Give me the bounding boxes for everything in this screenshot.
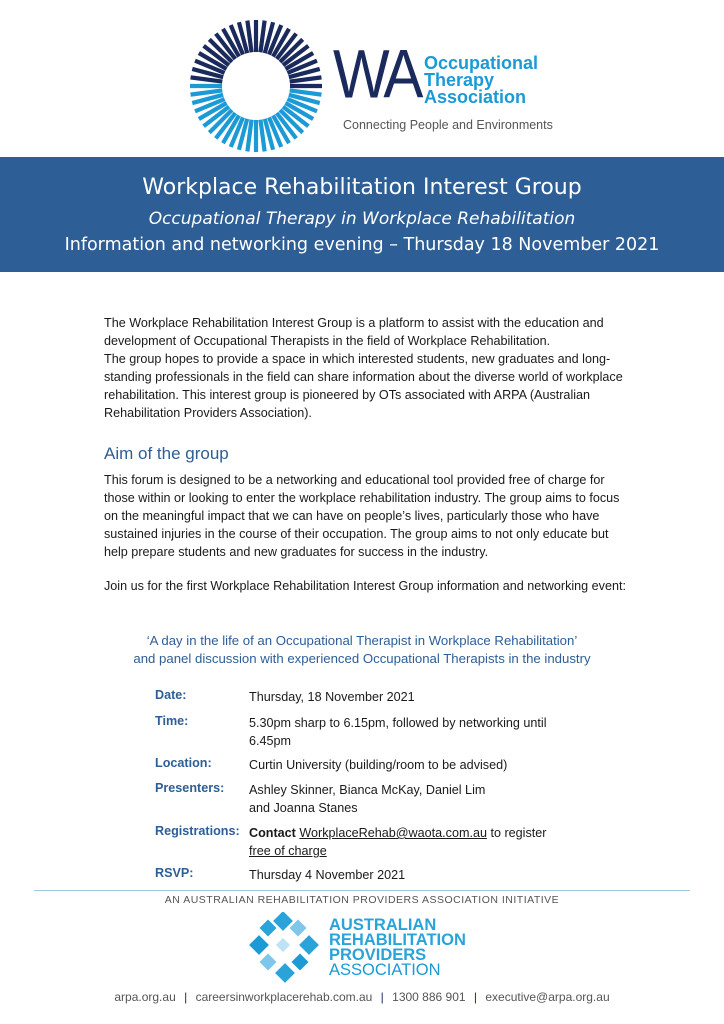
registrations-suffix: to register bbox=[490, 826, 547, 840]
arpa-line4: ASSOCIATION bbox=[329, 961, 441, 979]
separator: | bbox=[380, 990, 384, 1004]
separator: | bbox=[473, 990, 478, 1004]
registrations-label: Registrations: bbox=[155, 824, 240, 838]
banner-subtitle: Occupational Therapy in Workplace Rehabilitation bbox=[148, 209, 576, 229]
wa-ota-sunburst-logo-icon bbox=[186, 16, 326, 156]
sunburst-ray bbox=[247, 21, 251, 53]
banner-title: Workplace Rehabilitation Interest Group bbox=[142, 175, 582, 200]
footer-divider bbox=[34, 890, 690, 891]
sunburst-ray bbox=[191, 90, 223, 94]
join-paragraph: Join us for the first Workplace Rehabilitation Interest Group information and networking event: bbox=[104, 579, 626, 593]
phone-number: 1300 886 901 bbox=[392, 990, 466, 1004]
separator: | bbox=[184, 990, 188, 1004]
sunburst-ray bbox=[247, 120, 251, 152]
time-label: Time: bbox=[155, 714, 189, 728]
arpa-line1: AUSTRALIAN bbox=[329, 916, 437, 934]
intro-paragraph-1: The Workplace Rehabilitation Interest Group is a platform to assist with the education and development of Occupational Therapists in the field of Workplace Rehabilitation. bbox=[104, 316, 604, 348]
sunburst-ray bbox=[260, 120, 264, 152]
org-name-line2: Therapy bbox=[424, 70, 495, 90]
org-name-line3: Association bbox=[424, 87, 527, 107]
org-tagline: Connecting People and Environments bbox=[343, 118, 553, 132]
banner-event-line: Information and networking evening – Thursday 18 November 2021 bbox=[64, 235, 660, 255]
session-subtitle-quote: and panel discussion with experienced Occupational Therapists in the industry bbox=[133, 651, 591, 666]
arpa-website-link[interactable]: arpa.org.au bbox=[114, 990, 176, 1004]
title-banner bbox=[0, 157, 724, 272]
rsvp-label: RSVP: bbox=[155, 866, 194, 880]
presenters-value: Ashley Skinner, Bianca McKay, Daniel Lim and Joanna Stanes bbox=[249, 783, 486, 815]
sunburst-ray bbox=[290, 90, 322, 94]
executive-email-link[interactable]: executive@arpa.org.au bbox=[485, 990, 610, 1004]
careers-website-link[interactable]: careersinworkplacerehab.com.au bbox=[195, 990, 373, 1004]
date-label: Date: bbox=[155, 688, 187, 702]
sunburst-ray bbox=[290, 77, 322, 81]
organization-name bbox=[424, 55, 538, 106]
sunburst-ray bbox=[260, 21, 264, 53]
arpa-diamond-logo-icon bbox=[248, 912, 328, 984]
sunburst-ray bbox=[191, 77, 223, 81]
registrations-contact: Contact bbox=[249, 826, 296, 840]
presenters-label: Presenters: bbox=[155, 781, 225, 795]
free-of-charge-text: free of charge bbox=[249, 844, 327, 858]
session-title-quote: ‘A day in the life of an Occupational Therapist in Workplace Rehabilitation’ bbox=[146, 633, 578, 648]
registrations-value bbox=[249, 824, 609, 860]
wa-logo-letters: WA bbox=[333, 35, 420, 113]
date-value: Thursday, 18 November 2021 bbox=[249, 690, 415, 704]
footer-contact-line bbox=[0, 990, 724, 1004]
time-value: 5.30pm sharp to 6.15pm, followed by networking until 6.45pm bbox=[249, 716, 547, 748]
intro-paragraph-2: The group hopes to provide a space in which interested students, new graduates and long-standing professionals in the field can share information about the diverse world of workplace rehabilitation. This interest group is pioneered by OTs associated with ARPA (Australian Rehabilitation Providers Association). bbox=[104, 352, 623, 420]
arpa-line3: PROVIDERS bbox=[329, 946, 427, 964]
registration-email-link[interactable]: WorkplaceRehab@waota.com.au bbox=[299, 826, 487, 840]
aim-heading: Aim of the group bbox=[104, 444, 229, 463]
arpa-line2: REHABILITATION bbox=[329, 931, 466, 949]
rsvp-value: Thursday 4 November 2021 bbox=[249, 868, 406, 882]
org-name-line1: Occupational bbox=[424, 53, 539, 73]
location-label: Location: bbox=[155, 756, 212, 770]
arpa-initiative-caption: AN AUSTRALIAN REHABILITATION PROVIDERS ASSOCIATION INITIATIVE bbox=[164, 894, 560, 906]
aim-paragraph: This forum is designed to be a networking and educational tool provided free of charge for those within or looking to enter the workplace rehabilitation industry. The group aims to focus on the meaningful impact that we can have on people’s lives, particularly those who have sustained injuries in the course of their occupation. The group aims to not only educate but help prepare students and new graduates for success in the industry. bbox=[104, 473, 620, 559]
location-value: Curtin University (building/room to be advised) bbox=[249, 758, 508, 772]
arpa-wordmark bbox=[329, 918, 466, 978]
